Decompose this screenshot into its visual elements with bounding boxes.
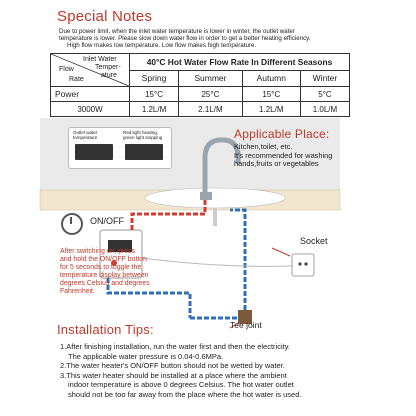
intro-line: Due to power limit, when the inlet water temperature is lower in winter, the outlet water	[59, 28, 295, 35]
applicable-title: Applicable Place:	[234, 127, 330, 141]
table-corner-cell	[51, 54, 130, 87]
corner-rate-label: Rate	[69, 76, 84, 83]
install-step-line: 1.After finishing installation, run the water first and then the electricity.	[60, 342, 290, 351]
install-steps	[60, 343, 390, 401]
season-temp: 15°C	[130, 87, 179, 102]
applicable-line: It's recommended for washing	[234, 150, 333, 160]
onoff-note-line: temperature display between	[60, 272, 149, 279]
corner-inlet-label: Inlet Water	[83, 56, 117, 63]
install-step-line: should not be too far away from the place where the hot water is used.	[68, 389, 302, 399]
power-label: Power	[51, 87, 130, 102]
socket-arrow	[272, 248, 290, 256]
season-header: Summer	[179, 70, 243, 87]
power-value: 3000W	[51, 102, 130, 117]
tee-joint-label: Tee joint	[230, 320, 262, 330]
flow-rate-table	[50, 53, 350, 117]
applicable-line: hands,fruits or vegetables	[234, 159, 319, 169]
applicable-line: Kitchen,toilet, etc.	[234, 142, 293, 151]
install-step-line: The applicable water pressure is 0.04-0.6MPa.	[68, 351, 224, 361]
applicable-place	[234, 127, 384, 169]
onoff-note-line: and hold the ON/OFF button	[60, 256, 147, 263]
intro-line: temperature is lower. Please slow down water flow in order to get a better heating efficiency.	[59, 35, 311, 43]
season-header: Winter	[300, 70, 349, 87]
onoff-note	[60, 248, 188, 296]
panel-note-line: green light stopping	[123, 135, 163, 140]
page-title: Special Notes	[57, 8, 153, 25]
season-header: Spring	[130, 70, 179, 87]
power-button-icon	[61, 213, 83, 235]
onoff-note-line: degrees Celsius and degrees	[60, 280, 150, 287]
season-temp: 5°C	[300, 87, 349, 102]
install-title: Installation Tips:	[57, 322, 154, 337]
flow-rate-value: 1.2L/M	[130, 102, 179, 117]
flow-rate-value: 1.0L/M	[300, 102, 349, 117]
install-step-line: indoor temperature is above 0 degrees Celsius. The hot water outlet	[68, 380, 294, 390]
panel-title-line: Outlet water	[73, 130, 98, 135]
install-step-line: 3.This water heater should be installed at a place where the ambient	[60, 370, 287, 380]
onoff-label: ON/OFF	[90, 216, 124, 226]
sink-basin	[145, 188, 285, 208]
corner-ature-label: ature	[101, 72, 117, 79]
table-header-title: 40°C Hot Water Flow Rate In Different Seasons	[130, 54, 350, 71]
corner-temp-label: Temper-	[95, 64, 121, 71]
install-step-line: 2.The water heater's ON/OFF button should not be wetted by water.	[60, 361, 285, 371]
panel-note	[123, 130, 162, 140]
onoff-note-line: for 5 seconds to toggle the	[60, 264, 142, 271]
control-panel-inset	[68, 127, 172, 169]
intro-text	[59, 28, 379, 50]
onoff-note-line: Fahrenheit.	[60, 288, 95, 295]
season-temp: 25°C	[179, 87, 243, 102]
flow-rate-value: 2.1L/M	[179, 102, 243, 117]
panel-title-line: temperature	[73, 135, 98, 140]
faucet-base	[200, 192, 212, 200]
season-temp: 15°C	[242, 87, 300, 102]
panel-display	[75, 144, 113, 160]
flow-rate-value: 1.2L/M	[242, 102, 300, 117]
intro-line: High flow makes low temperature. Low flow makes high temperature.	[67, 42, 257, 50]
panel-title	[73, 130, 97, 140]
socket-label: Socket	[300, 236, 328, 246]
panel-display	[125, 144, 163, 160]
season-header: Autumn	[242, 70, 300, 87]
socket-plate	[292, 254, 314, 276]
onoff-note-line: After switching on, press	[60, 248, 136, 255]
panel-note-line: Red light heating,	[123, 130, 159, 135]
corner-flow-label: Flow	[59, 66, 74, 73]
